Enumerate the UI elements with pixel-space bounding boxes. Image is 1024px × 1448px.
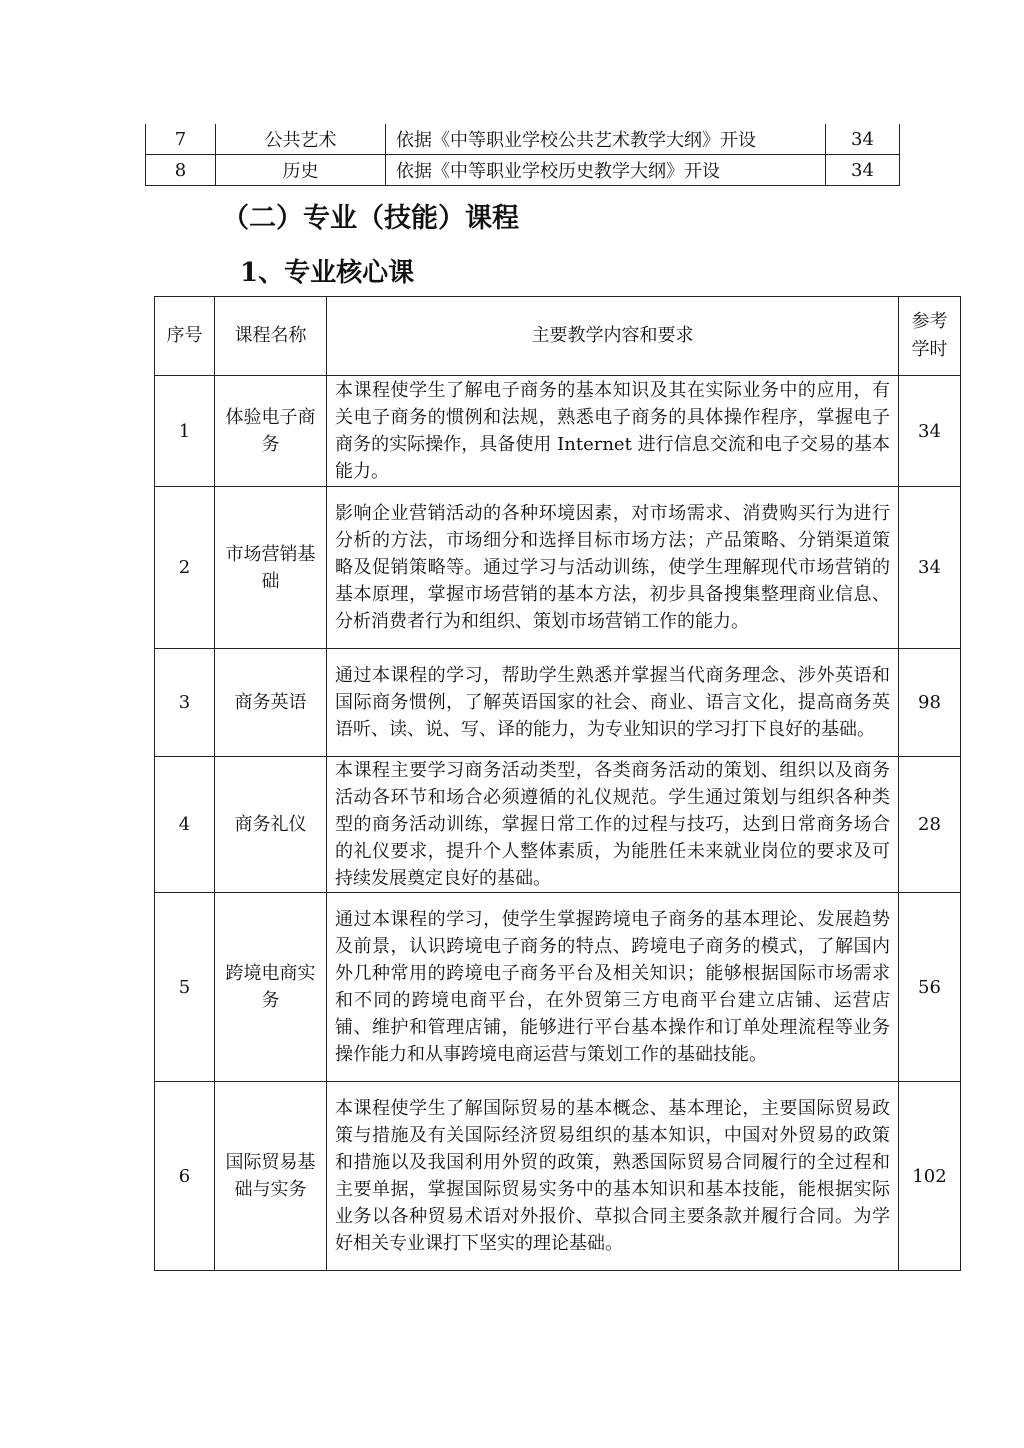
course-hours: 34 bbox=[899, 487, 961, 649]
table-row bbox=[155, 1082, 961, 1271]
row-number: 5 bbox=[155, 893, 215, 1082]
header-hours bbox=[899, 297, 961, 376]
course-content: 本课程使学生了解国际贸易的基本概念、基本理论，主要国际贸易政策与措施及有关国际经济贸易组织的基本知识，中国对外贸易的政策和措施以及我国利用外贸的政策，熟悉国际贸易合同履行的全过程和主要单据，掌握国际贸易实务中的基本知识和基本技能，能根据实际业务以各种贸易术语对外报价、草拟合同主要条款并履行合同。为学好相关专业课打下坚实的理论基础。 bbox=[327, 1082, 899, 1271]
course-name: 历史 bbox=[216, 155, 386, 186]
course-hours: 34 bbox=[899, 376, 961, 487]
header-number: 序号 bbox=[155, 297, 215, 376]
row-number: 1 bbox=[155, 376, 215, 487]
table-row bbox=[155, 487, 961, 649]
row-number: 6 bbox=[155, 1082, 215, 1271]
course-content: 影响企业营销活动的各种环境因素，对市场需求、消费购买行为进行分析的方法，市场细分和选择目标市场方法；产品策略、分销渠道策略及促销策略等。通过学习与活动训练，使学生理解现代市场营销的基本原理，掌握市场营销的基本方法，初步具备搜集整理商业信息、分析消费者行为和组织、策划市场营销工作的能力。 bbox=[327, 487, 899, 649]
course-description: 依据《中等职业学校历史教学大纲》开设 bbox=[386, 155, 826, 186]
header-course-name: 课程名称 bbox=[215, 297, 327, 376]
course-description: 依据《中等职业学校公共艺术教学大纲》开设 bbox=[386, 124, 826, 155]
row-number: 3 bbox=[155, 649, 215, 757]
table-row bbox=[155, 757, 961, 893]
subsection-title: 1、专业核心课 bbox=[240, 258, 415, 288]
header-hours-line1: 参考 bbox=[911, 311, 948, 332]
course-content: 本课程使学生了解电子商务的基本知识及其在实际业务中的应用，有关电子商务的惯例和法规，熟悉电子商务的具体操作程序，掌握电子商务的实际操作，具备使用 Internet 进行信息交流和电子交易的基本能力。 bbox=[327, 376, 899, 487]
table-row bbox=[146, 124, 900, 155]
course-content: 通过本课程的学习，使学生掌握跨境电子商务的基本理论、发展趋势及前景，认识跨境电子商务的特点、跨境电子商务的模式，了解国内外几种常用的跨境电子商务平台及相关知识；能够根据国际市场需求和不同的跨境电商平台，在外贸第三方电商平台建立店铺、运营店铺、维护和管理店铺，能够进行平台基本操作和订单处理流程等业务操作能力和从事跨境电商运营与策划工作的基础技能。 bbox=[327, 893, 899, 1082]
row-number: 2 bbox=[155, 487, 215, 649]
table-header-row bbox=[155, 297, 961, 376]
course-hours: 98 bbox=[899, 649, 961, 757]
row-number: 8 bbox=[146, 155, 216, 186]
row-number: 7 bbox=[146, 124, 216, 155]
table-row bbox=[155, 893, 961, 1082]
header-content: 主要教学内容和要求 bbox=[327, 297, 899, 376]
course-name: 市场营销基础 bbox=[215, 487, 327, 649]
row-number: 4 bbox=[155, 757, 215, 893]
table-row bbox=[155, 376, 961, 487]
course-name: 公共艺术 bbox=[216, 124, 386, 155]
section-title: （二）专业（技能）课程 bbox=[222, 203, 519, 234]
table-row bbox=[155, 649, 961, 757]
course-name: 国际贸易基础与实务 bbox=[215, 1082, 327, 1271]
course-name: 商务英语 bbox=[215, 649, 327, 757]
course-name: 商务礼仪 bbox=[215, 757, 327, 893]
course-hours: 56 bbox=[899, 893, 961, 1082]
course-hours: 102 bbox=[899, 1082, 961, 1271]
course-name: 跨境电商实务 bbox=[215, 893, 327, 1082]
course-name: 体验电子商务 bbox=[215, 376, 327, 487]
table-row bbox=[146, 155, 900, 186]
course-hours: 28 bbox=[899, 757, 961, 893]
core-course-table bbox=[154, 296, 961, 1271]
course-content: 通过本课程的学习，帮助学生熟悉并掌握当代商务理念、涉外英语和国际商务惯例，了解英语国家的社会、商业、语言文化，提高商务英语听、读、说、写、译的能力，为专业知识的学习打下良好的基础。 bbox=[327, 649, 899, 757]
course-hours: 34 bbox=[826, 124, 900, 155]
continued-course-table bbox=[145, 124, 900, 186]
course-content: 本课程主要学习商务活动类型，各类商务活动的策划、组织以及商务活动各环节和场合必须遵循的礼仪规范。学生通过策划与组织各种类型的商务活动训练，掌握日常工作的过程与技巧，达到日常商务场合的礼仪要求，提升个人整体素质，为能胜任未来就业岗位的要求及可持续发展奠定良好的基础。 bbox=[327, 757, 899, 893]
header-hours-line2: 学时 bbox=[911, 339, 948, 360]
course-hours: 34 bbox=[826, 155, 900, 186]
